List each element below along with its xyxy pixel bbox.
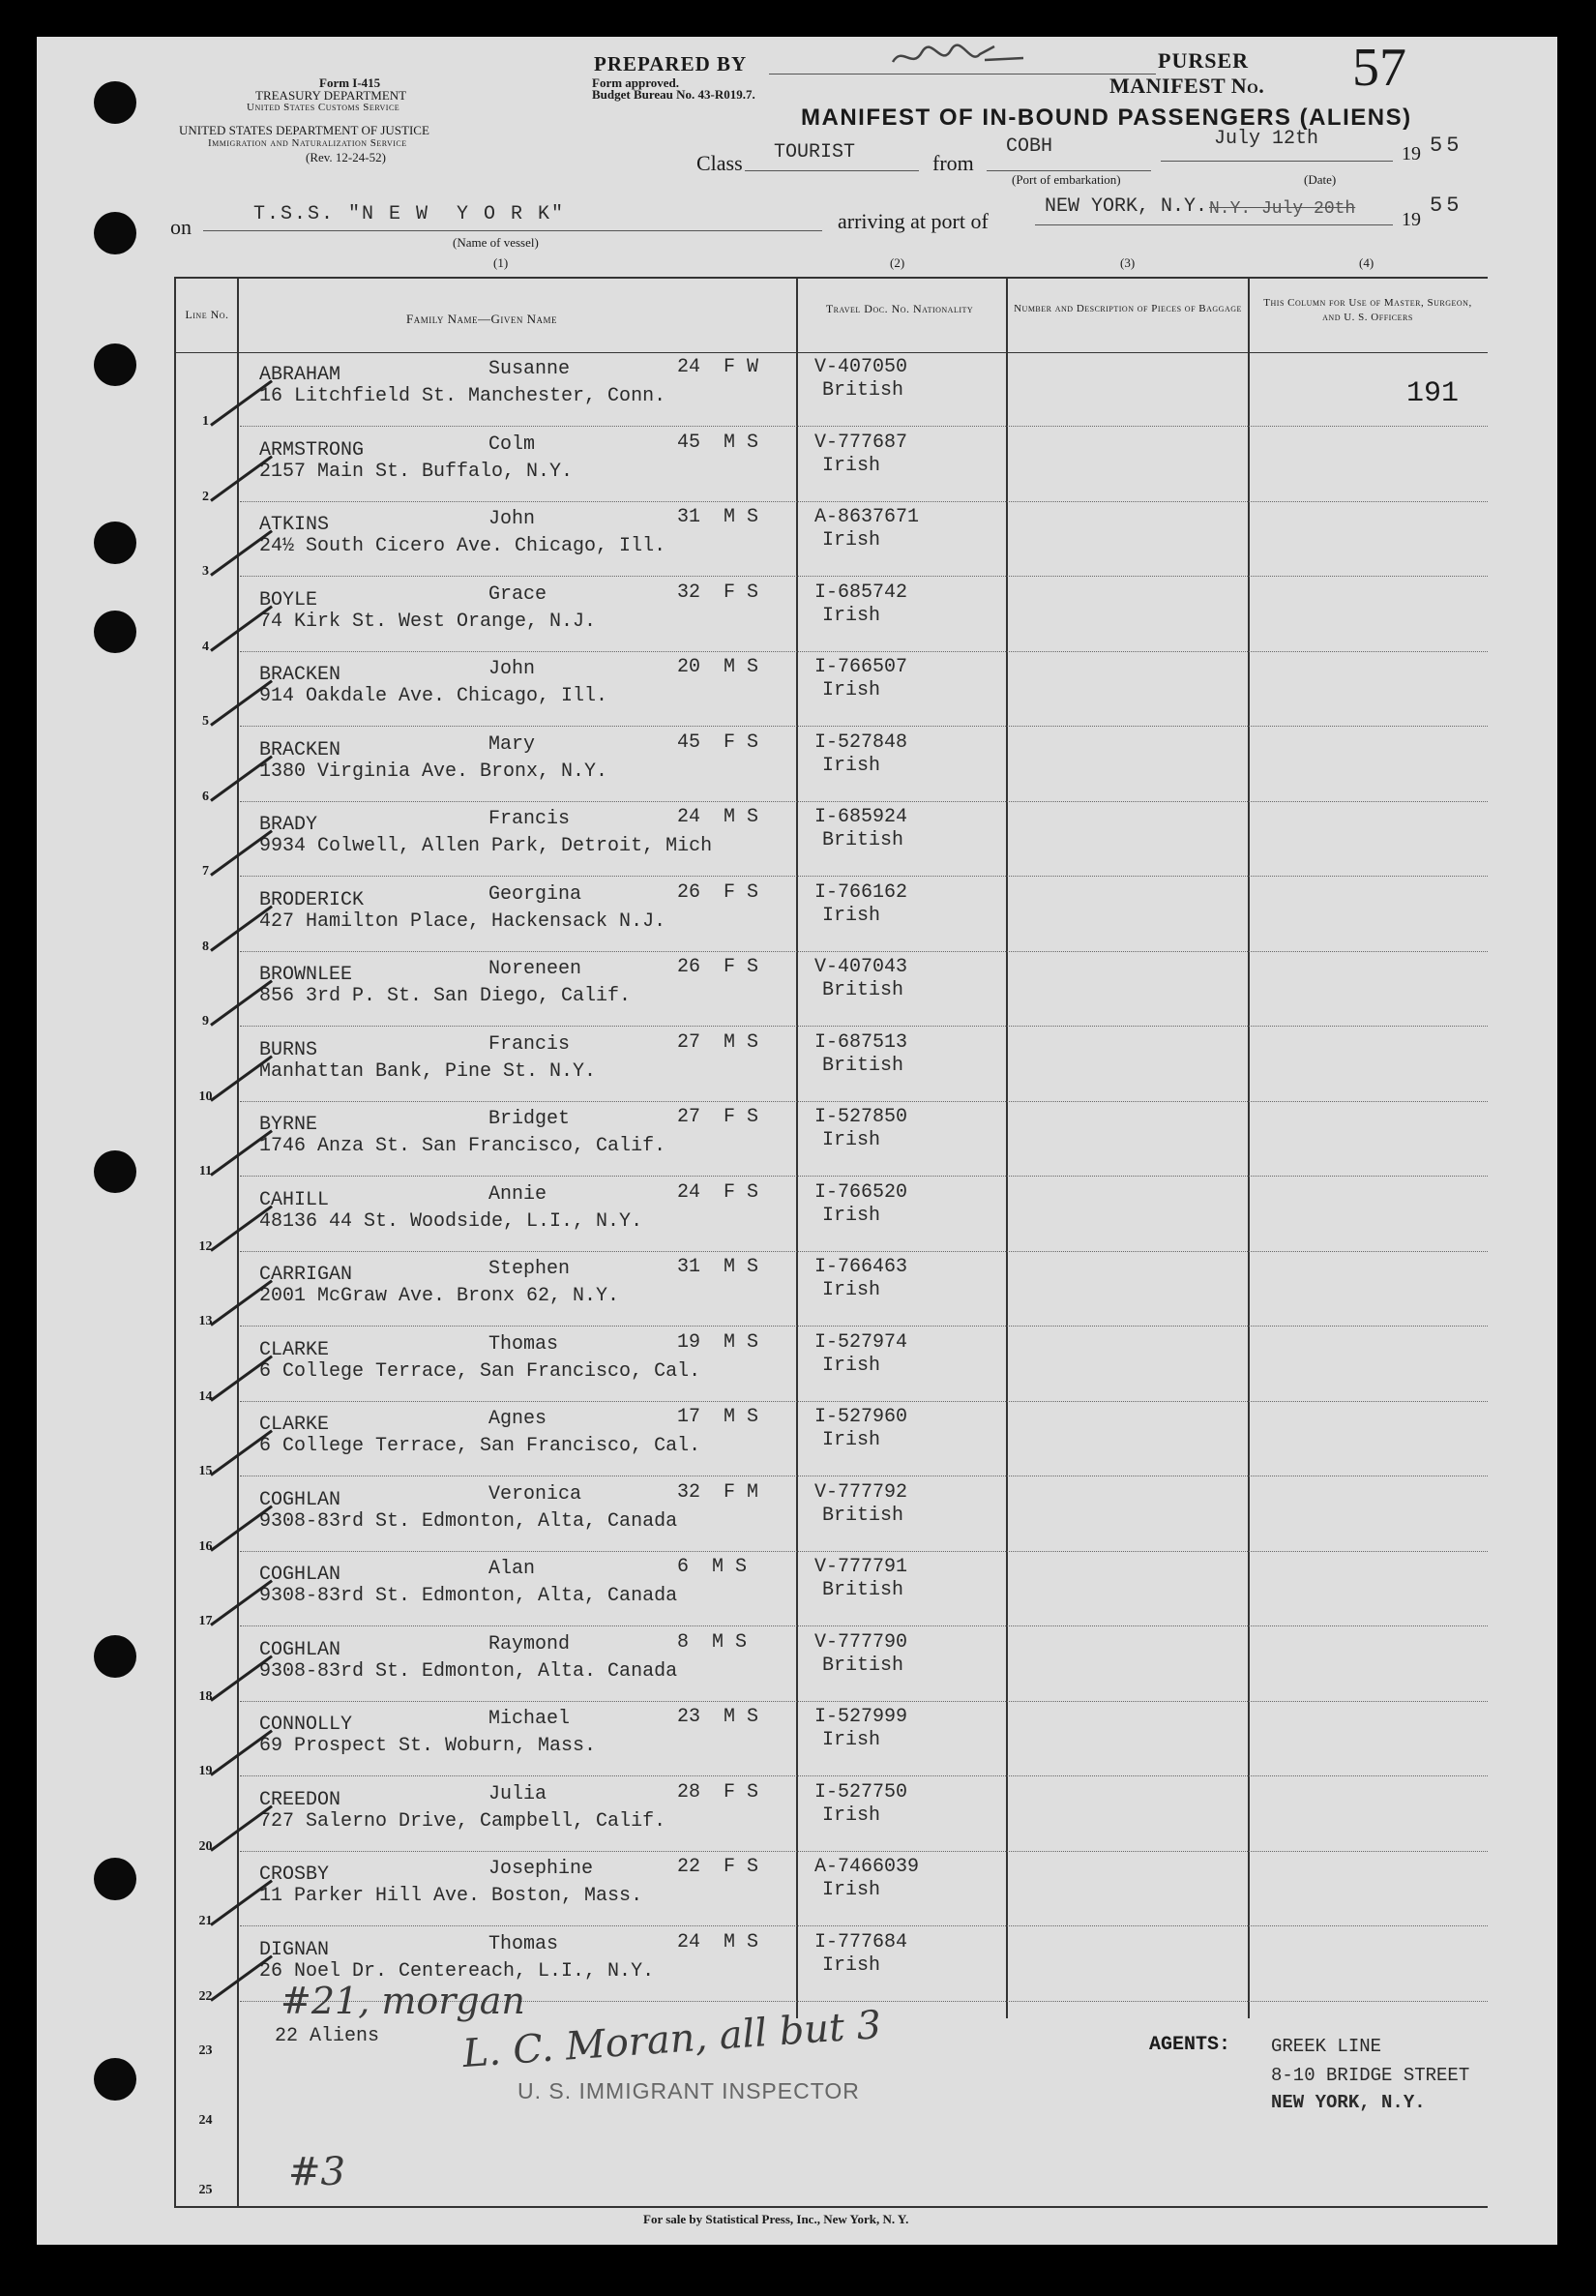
class-label: Class (696, 151, 743, 175)
prepared-by-label: PREPARED BY (594, 52, 748, 75)
row-divider (240, 1701, 1488, 1702)
travel-doc-number: I-766520 (814, 1180, 908, 1204)
binder-hole (94, 2058, 136, 2101)
travel-doc-number: I-527750 (814, 1780, 908, 1804)
passenger-given-name: Agnes (488, 1408, 547, 1430)
date-value: July 12th (1214, 128, 1319, 150)
agents-label: AGENTS: (1149, 2034, 1231, 2056)
line-number: 8 (202, 939, 209, 954)
line-number: 4 (202, 639, 209, 654)
arrival-line (1035, 224, 1393, 225)
aliens-count: 22 Aliens (275, 2025, 380, 2047)
passenger-given-name: Stephen (488, 1258, 571, 1280)
passenger-family-name: CLARKE (259, 1414, 330, 1436)
purser-label: PURSER (1158, 48, 1250, 73)
travel-doc-number: V-777687 (814, 431, 908, 454)
row-divider (240, 651, 1488, 652)
row-divider (240, 1176, 1488, 1177)
passenger-nationality: British (822, 1579, 904, 1601)
line-number: 12 (198, 1238, 213, 1254)
table-col-divider-2 (796, 277, 798, 2018)
table-bottom-border (174, 2206, 1488, 2208)
passenger-given-name: Alan (488, 1558, 536, 1580)
table-header-border (174, 352, 1488, 353)
passenger-nationality: Irish (822, 904, 881, 927)
passenger-given-name: Colm (488, 432, 536, 456)
passenger-family-name: BRACKEN (259, 664, 341, 686)
travel-doc-number: I-527974 (814, 1330, 908, 1354)
passenger-family-name: CARRIGAN (259, 1264, 353, 1286)
row-divider (240, 501, 1488, 502)
passenger-address: 1380 Virginia Ave. Bronx, N.Y. (259, 760, 608, 783)
passenger-age-sex: 24 F W (677, 356, 759, 378)
passenger-family-name: DIGNAN (259, 1938, 330, 1961)
passenger-family-name: BOYLE (259, 588, 318, 611)
passenger-address: 2157 Main St. Buffalo, N.Y. (259, 460, 574, 483)
passenger-family-name: BURNS (259, 1038, 318, 1061)
passenger-family-name: COGHLAN (259, 1564, 341, 1586)
passenger-age-sex: 28 F S (677, 1780, 759, 1804)
col-header-name: Family Name—Given Name (406, 312, 557, 326)
passenger-address: 856 3rd P. St. San Diego, Calif. (259, 985, 632, 1007)
passenger-address: 69 Prospect St. Woburn, Mass. (259, 1735, 597, 1757)
row-divider (240, 951, 1488, 952)
col-num-2: (2) (890, 255, 905, 270)
passenger-family-name: BROWNLEE (259, 964, 353, 986)
year-prefix: 19 (1402, 143, 1421, 164)
on-label: on (170, 215, 192, 239)
travel-doc-number: I-527848 (814, 731, 908, 754)
from-line (987, 170, 1151, 171)
row-divider (240, 426, 1488, 427)
passenger-family-name: BRACKEN (259, 738, 341, 761)
row-divider (240, 1101, 1488, 1102)
passenger-age-sex: 23 M S (677, 1706, 759, 1728)
col-header-travel-doc: Travel Doc. No. Nationality (825, 302, 974, 315)
passenger-given-name: Susanne (488, 358, 571, 380)
passenger-age-sex: 27 F S (677, 1106, 759, 1128)
col-header-officers: This Column for Use of Master, Surgeon, and U. S. Officers (1263, 297, 1472, 323)
passenger-nationality: Irish (822, 1804, 881, 1827)
customs-service: United States Customs Service (247, 102, 400, 113)
travel-doc-number: A-7466039 (814, 1856, 920, 1878)
travel-doc-number: V-777792 (814, 1480, 908, 1504)
travel-doc-number: I-766162 (814, 880, 908, 904)
row-divider (240, 576, 1488, 577)
printer-credit: For sale by Statistical Press, Inc., New York, N. Y. (643, 2212, 909, 2226)
passenger-given-name: Francis (488, 1032, 571, 1056)
passenger-nationality: Irish (822, 754, 881, 777)
passenger-address: 2001 McGraw Ave. Bronx 62, N.Y. (259, 1285, 620, 1307)
passenger-age-sex: 27 M S (677, 1030, 759, 1054)
row-divider (240, 1326, 1488, 1327)
arrival-port: NEW YORK, N.Y. (1045, 195, 1208, 218)
col-num-3: (3) (1120, 255, 1136, 270)
from-label: from (932, 151, 974, 175)
passenger-family-name: ARMSTRONG (259, 438, 365, 462)
agent-line-1: GREEK LINE (1271, 2036, 1382, 2057)
passenger-nationality: British (822, 1054, 904, 1077)
line-number: 16 (198, 1538, 213, 1554)
passenger-given-name: Bridget (488, 1108, 571, 1130)
passenger-age-sex: 45 M S (677, 431, 759, 454)
passenger-address: 1746 Anza St. San Francisco, Calif. (259, 1135, 666, 1157)
travel-doc-number: V-407043 (814, 956, 908, 978)
binder-hole (94, 1150, 136, 1193)
handwritten-note: #21, morgan (281, 1980, 525, 2022)
passenger-address: 6 College Terrace, San Francisco, Cal. (259, 1435, 701, 1457)
passenger-nationality: Irish (822, 1129, 881, 1151)
passenger-family-name: BRADY (259, 814, 318, 836)
from-value: COBH (1006, 135, 1053, 158)
line-number: 25 (198, 2183, 213, 2197)
passenger-address: 6 College Terrace, San Francisco, Cal. (259, 1359, 701, 1383)
travel-doc-number: V-777790 (814, 1630, 908, 1654)
year-suffix: 55 (1430, 134, 1463, 158)
passenger-address: 74 Kirk St. West Orange, N.J. (259, 610, 597, 633)
manifest-title: MANIFEST OF IN-BOUND PASSENGERS (ALIENS) (801, 104, 1412, 131)
line-number: 24 (198, 2113, 213, 2128)
form-approved: Form approved. (592, 75, 680, 90)
line-number: 15 (198, 1464, 213, 1478)
line-number: 23 (198, 2043, 213, 2058)
passenger-address: 26 Noel Dr. Centereach, L.I., N.Y. (259, 1959, 655, 1983)
passenger-family-name: COGHLAN (259, 1638, 341, 1661)
line-number: 11 (198, 1164, 213, 1178)
passenger-given-name: Grace (488, 582, 547, 606)
row-divider (240, 1851, 1488, 1852)
port-embarkation-caption: (Port of embarkation) (1012, 172, 1121, 187)
passenger-given-name: Noreneen (488, 958, 582, 980)
passenger-given-name: Francis (488, 808, 571, 830)
passenger-nationality: Irish (822, 1879, 881, 1901)
arrival-year-prefix: 19 (1402, 209, 1421, 230)
passenger-nationality: British (822, 829, 904, 851)
passenger-age-sex: 32 F M (677, 1480, 759, 1504)
arrival-year-suffix: 55 (1430, 194, 1463, 218)
passenger-nationality: Irish (822, 1429, 881, 1451)
travel-doc-number: V-407050 (814, 356, 908, 378)
passenger-age-sex: 22 F S (677, 1856, 759, 1878)
passenger-family-name: BRODERICK (259, 888, 365, 911)
passenger-given-name: John (488, 658, 536, 680)
travel-doc-number: I-527960 (814, 1406, 908, 1428)
manifest-no-label: MANIFEST No. (1109, 74, 1265, 98)
row-divider (240, 1251, 1488, 1252)
col-num-1: (1) (493, 255, 509, 270)
passenger-given-name: Georgina (488, 882, 582, 906)
passenger-family-name: CROSBY (259, 1864, 330, 1886)
passenger-family-name: COGHLAN (259, 1488, 341, 1511)
passenger-family-name: BYRNE (259, 1114, 318, 1136)
passenger-family-name: ATKINS (259, 514, 330, 536)
passenger-age-sex: 17 M S (677, 1406, 759, 1428)
form-number: Form I-415 (319, 75, 381, 90)
agent-line-2: 8-10 BRIDGE STREET (1271, 2065, 1470, 2086)
ins-service: Immigration and Naturalization Service (208, 137, 407, 149)
agent-line-3: NEW YORK, N.Y. (1271, 2092, 1426, 2113)
passenger-address: Manhattan Bank, Pine St. N.Y. (259, 1059, 597, 1083)
prepared-by-signature (888, 41, 1033, 81)
binder-hole (94, 212, 136, 254)
passenger-address: 24½ South Cicero Ave. Chicago, Ill. (259, 535, 666, 557)
passenger-nationality: Irish (822, 679, 881, 701)
passenger-nationality: British (822, 1504, 904, 1527)
passenger-address: 48136 44 St. Woodside, L.I., N.Y. (259, 1209, 643, 1233)
line-number: 14 (198, 1388, 213, 1404)
passenger-address: 914 Oakdale Ave. Chicago, Ill. (259, 685, 608, 707)
date-caption: (Date) (1304, 172, 1337, 187)
passenger-nationality: British (822, 379, 904, 402)
officer-note: 191 (1406, 377, 1460, 410)
passenger-nationality: British (822, 1654, 904, 1677)
passenger-address: 427 Hamilton Place, Hackensack N.J. (259, 909, 666, 933)
line-number: 5 (202, 714, 209, 729)
travel-doc-number: A-8637671 (814, 506, 920, 528)
treasury-dept: TREASURY DEPARTMENT (255, 88, 407, 103)
row-divider (240, 876, 1488, 877)
row-divider (240, 801, 1488, 802)
passenger-given-name: Thomas (488, 1932, 559, 1955)
line-number: 2 (202, 489, 209, 504)
arriving-label: arriving at port of (838, 209, 989, 233)
passenger-age-sex: 32 F S (677, 581, 759, 604)
passenger-nationality: Irish (822, 1953, 881, 1977)
passenger-given-name: Julia (488, 1782, 547, 1805)
binder-hole (94, 522, 136, 564)
inspector-signature: L. C. Moran, all but 3 (460, 2002, 883, 2077)
passenger-nationality: Irish (822, 529, 881, 552)
table-col-divider-3 (1006, 277, 1008, 2018)
line-number: 19 (198, 1764, 213, 1778)
line-number: 18 (198, 1688, 213, 1704)
travel-doc-number: I-685924 (814, 806, 908, 828)
passenger-age-sex: 24 F S (677, 1180, 759, 1204)
passenger-family-name: CONNOLLY (259, 1714, 353, 1736)
line-number: 7 (202, 864, 209, 879)
travel-doc-number: I-766507 (814, 656, 908, 678)
col-header-baggage: Number and Description of Pieces of Baggage (1014, 303, 1242, 314)
revision: (Rev. 12-24-52) (306, 150, 386, 164)
col-header-line-no: Line No. (185, 308, 229, 321)
binder-hole (94, 343, 136, 386)
passenger-given-name: Veronica (488, 1482, 582, 1506)
passenger-nationality: Irish (822, 454, 881, 477)
passenger-address: 11 Parker Hill Ave. Boston, Mass. (259, 1885, 643, 1907)
binder-hole (94, 611, 136, 653)
vessel-line (203, 230, 822, 231)
row-divider (240, 1775, 1488, 1776)
travel-doc-number: I-766463 (814, 1256, 908, 1278)
passenger-family-name: ABRAHAM (259, 364, 341, 386)
class-line (745, 170, 919, 171)
passenger-family-name: CREEDON (259, 1788, 341, 1811)
line-number: 10 (198, 1088, 213, 1104)
inspector-stamp: U. S. IMMIGRANT INSPECTOR (517, 2078, 860, 2103)
passenger-nationality: British (822, 979, 904, 1001)
passenger-nationality: Irish (822, 1279, 881, 1301)
travel-doc-number: I-685742 (814, 581, 908, 604)
passenger-family-name: CLARKE (259, 1338, 330, 1361)
row-divider (240, 1026, 1488, 1027)
passenger-age-sex: 6 M S (677, 1556, 748, 1578)
manifest-number: 57 (1352, 38, 1406, 98)
passenger-given-name: Josephine (488, 1858, 594, 1880)
passenger-given-name: Annie (488, 1182, 547, 1206)
passenger-given-name: Michael (488, 1708, 571, 1730)
date-line (1161, 161, 1393, 162)
row-divider (240, 1625, 1488, 1626)
justice-dept: UNITED STATES DEPARTMENT OF JUSTICE (179, 123, 429, 137)
class-value: TOURIST (774, 141, 856, 164)
handwritten-3: #3 (288, 2150, 345, 2194)
passenger-age-sex: 24 M S (677, 1930, 759, 1953)
table-top-border (174, 277, 1488, 279)
passenger-nationality: Irish (822, 1204, 881, 1227)
row-divider (240, 1551, 1488, 1552)
col-num-4: (4) (1359, 255, 1374, 270)
binder-hole (94, 1635, 136, 1678)
budget-bureau: Budget Bureau No. 43-R019.7. (592, 87, 755, 102)
vessel-name: T.S.S. "N E W Y O R K" (253, 203, 566, 225)
passenger-age-sex: 20 M S (677, 656, 759, 678)
passenger-age-sex: 8 M S (677, 1630, 748, 1654)
vessel-caption: (Name of vessel) (453, 235, 539, 250)
row-divider (240, 726, 1488, 727)
line-number: 13 (198, 1314, 213, 1328)
travel-doc-number: I-777684 (814, 1930, 908, 1953)
passenger-age-sex: 19 M S (677, 1330, 759, 1354)
passenger-given-name: Raymond (488, 1632, 571, 1655)
binder-hole (94, 81, 136, 124)
line-number: 9 (202, 1014, 209, 1029)
line-number: 20 (198, 1838, 213, 1854)
passenger-family-name: CAHILL (259, 1188, 330, 1211)
passenger-address: 9934 Colwell, Allen Park, Detroit, Mich (259, 835, 713, 857)
arrival-struck-text: N.Y. July 20th (1209, 199, 1356, 219)
line-number: 6 (202, 789, 209, 804)
row-divider (240, 1401, 1488, 1402)
binder-hole (94, 1858, 136, 1900)
travel-doc-number: I-527999 (814, 1706, 908, 1728)
passenger-given-name: John (488, 508, 536, 530)
travel-doc-number: I-687513 (814, 1030, 908, 1054)
passenger-nationality: Irish (822, 604, 881, 627)
passenger-age-sex: 45 F S (677, 731, 759, 754)
line-number: 17 (198, 1614, 213, 1628)
passenger-address: 9308-83rd St. Edmonton, Alta, Canada (259, 1509, 678, 1533)
passenger-age-sex: 31 M S (677, 1256, 759, 1278)
row-divider (240, 1925, 1488, 1926)
passenger-age-sex: 26 F S (677, 880, 759, 904)
table-col-divider-1 (237, 277, 239, 2207)
line-number: 1 (202, 414, 209, 429)
passenger-address: 727 Salerno Drive, Campbell, Calif. (259, 1809, 666, 1833)
travel-doc-number: I-527850 (814, 1106, 908, 1128)
passenger-address: 9308-83rd St. Edmonton, Alta. Canada (259, 1659, 678, 1683)
passenger-given-name: Thomas (488, 1332, 559, 1356)
passenger-age-sex: 31 M S (677, 506, 759, 528)
passenger-nationality: Irish (822, 1729, 881, 1751)
line-number: 22 (198, 1988, 213, 2004)
passenger-age-sex: 26 F S (677, 956, 759, 978)
passenger-address: 16 Litchfield St. Manchester, Conn. (259, 385, 666, 407)
passenger-age-sex: 24 M S (677, 806, 759, 828)
table-col-divider-4 (1248, 277, 1250, 2018)
passenger-address: 9308-83rd St. Edmonton, Alta, Canada (259, 1585, 678, 1607)
line-number: 21 (198, 1914, 213, 1928)
line-number: 3 (202, 564, 209, 579)
passenger-given-name: Mary (488, 732, 536, 756)
passenger-nationality: Irish (822, 1354, 881, 1377)
travel-doc-number: V-777791 (814, 1556, 908, 1578)
